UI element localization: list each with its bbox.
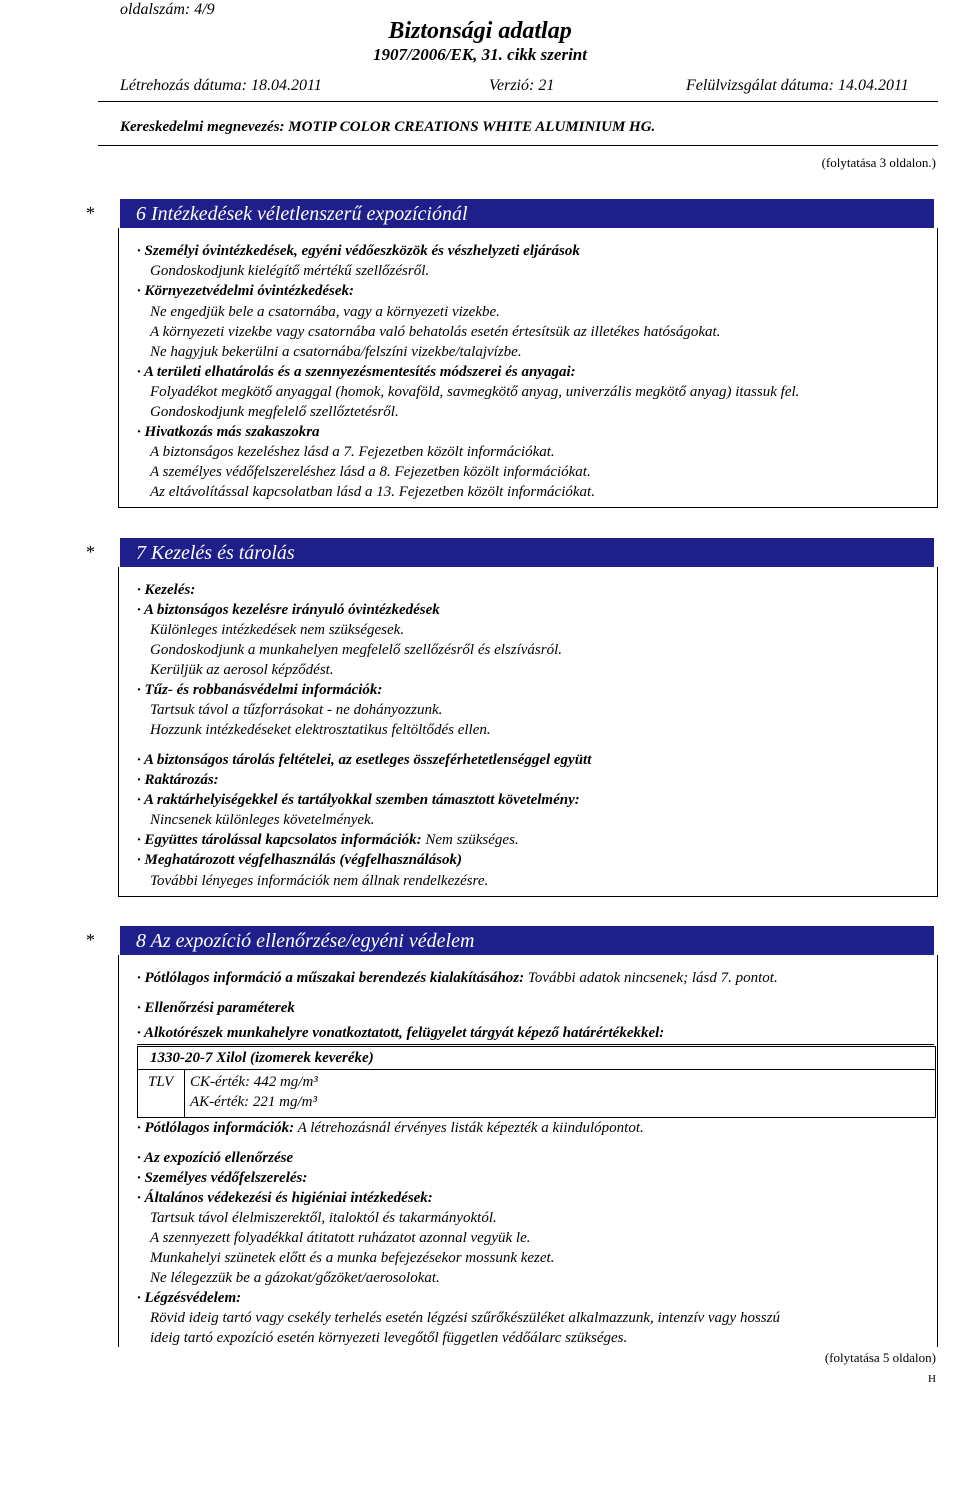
- s8-line: Rövid ideig tartó vagy csekély terhelés esetén légzési szűrőkészüléket alkalmazzunk, intenzív vagy hosszú: [150, 1310, 780, 1326]
- s8-line: · Légzésvédelem:: [137, 1290, 242, 1306]
- s6-line: · Környezetvédelmi óvintézkedések:: [137, 283, 355, 299]
- section-6-header: [120, 199, 934, 228]
- s8-line: [137, 1118, 644, 1138]
- s8-line: · Ellenőrzési paraméterek: [137, 1000, 295, 1016]
- limit-table: [137, 1046, 936, 1118]
- s6-line: · Személyi óvintézkedések, egyéni védőeszközök és vészhelyzeti eljárások: [137, 243, 580, 259]
- section-6-title: 6 Intézkedések véletlenszerű expozíciónál: [136, 203, 468, 225]
- s6-line: Gondoskodjunk kielégítő mértékű szellőzésről.: [150, 263, 430, 279]
- s7-line: · Meghatározott végfelhasználás (végfelhasználások): [137, 852, 463, 868]
- version: Verzió: 21: [489, 77, 555, 94]
- s6-line: Az eltávolítással kapcsolatban lásd a 13. Fejezetben közölt információkat.: [150, 484, 595, 500]
- s7-line: Kerüljük az aerosol képződést.: [150, 662, 334, 678]
- s8-line: Munkahelyi szünetek előtt és a munka befejezésekor mossunk kezet.: [150, 1250, 555, 1266]
- revision-mark: *: [86, 542, 95, 562]
- review-date: Felülvizsgálat dátuma: 14.04.2011: [686, 77, 909, 94]
- s7-line: [137, 830, 519, 850]
- s7-line: Különleges intézkedések nem szükségesek.: [150, 622, 405, 638]
- ak-value: AK-érték: 221 mg/m³: [190, 1094, 317, 1110]
- s6-line: Folyadékot megkötő anyaggal (homok, kovaföld, savmegkötő anyag, univerzális megkötő anyag) itassuk fel.: [150, 384, 800, 400]
- s7-line: Gondoskodjunk a munkahelyen megfelelő szellőzésről és elszívásról.: [150, 642, 563, 658]
- continued-to: (folytatása 5 oldalon): [824, 1350, 936, 1365]
- section-7-title: 7 Kezelés és tárolás: [136, 542, 295, 564]
- s7-line: · Tűz- és robbanásvédelmi információk:: [137, 682, 383, 698]
- s7-line: Tartsuk távol a tűzforrásokat - ne dohányozzunk.: [150, 702, 443, 718]
- ck-value: CK-érték: 442 mg/m³: [190, 1074, 318, 1090]
- s8-label: · Pótlólagos információk:: [137, 1120, 295, 1136]
- continued-from: (folytatása 3 oldalon.): [821, 155, 936, 170]
- s6-line: Ne hagyjuk bekerülni a csatornába/felszíni vizekbe/talajvízbe.: [150, 344, 522, 360]
- s6-line: Gondoskodjunk megfelelő szellőztetésről.: [150, 404, 399, 420]
- s8-line: [137, 968, 778, 988]
- trade-name-divider: [98, 145, 938, 146]
- s8-line: Tartsuk távol élelmiszerektől, italoktól és takarmányoktól.: [150, 1210, 497, 1226]
- table-divider: [184, 1069, 185, 1117]
- s8-line: A szennyezett folyadékkal átitatott ruházatot azonnal vegyük le.: [150, 1230, 531, 1246]
- s8-line: · Az expozíció ellenőrzése: [137, 1150, 294, 1166]
- document-subtitle: 1907/2006/EK, 31. cikk szerint: [373, 45, 587, 64]
- s7-line: · Kezelés:: [137, 582, 196, 598]
- s8-line: ideig tartó expozíció esetén környezeti levegőtől független védőálarc szükséges.: [150, 1330, 628, 1346]
- s7-label: · Együttes tárolással kapcsolatos információk:: [137, 832, 422, 848]
- section-7-header: [120, 538, 934, 567]
- s8-line: · Alkotórészek munkahelyre vonatkoztatott, felügyelet tárgyát képező határértékekkel:: [137, 1025, 665, 1041]
- s7-line: · A raktárhelyiségekkel és tartályokkal szemben támasztott követelmény:: [137, 792, 580, 808]
- s6-line: A személyes védőfelszereléshez lásd a 8. Fejezetben közölt információkat.: [150, 464, 591, 480]
- s7-value: Nem szükséges.: [425, 832, 519, 848]
- s7-line: Hozzunk intézkedéseket elektrosztatikus feltöltődés ellen.: [150, 722, 491, 738]
- footer-code: H: [928, 1373, 936, 1385]
- s6-line: · Hivatkozás más szakaszokra: [137, 424, 320, 440]
- s8-label: · Pótlólagos információ a műszakai berendezés kialakításához:: [137, 970, 525, 986]
- revision-mark: *: [86, 203, 95, 223]
- s8-value: További adatok nincsenek; lásd 7. pontot.: [527, 970, 778, 986]
- creation-date: Létrehozás dátuma: 18.04.2011: [120, 77, 322, 94]
- s6-line: Ne engedjük bele a csatornába, vagy a környezeti vizekbe.: [150, 304, 500, 320]
- s6-line: A biztonságos kezeléshez lásd a 7. Fejezetben közölt információkat.: [150, 444, 555, 460]
- section-8-title: 8 Az expozíció ellenőrzése/egyéni védelem: [136, 930, 475, 952]
- s8-line: · Általános védekezési és higiéniai intézkedések:: [137, 1190, 433, 1206]
- s6-line: · A területi elhatárolás és a szennyezésmentesítés módszerei és anyagai:: [137, 364, 576, 380]
- document-title: Biztonsági adatlap: [388, 18, 572, 44]
- substance-name: 1330-20-7 Xilol (izomerek keveréke): [150, 1050, 374, 1066]
- s8-value: A létrehozásnál érvényes listák képezték a kiindulópontot.: [297, 1120, 644, 1136]
- s8-line: · Személyes védőfelszerelés:: [137, 1170, 308, 1186]
- s7-line: · A biztonságos tárolás feltételei, az esetleges összeférhetetlenséggel együtt: [137, 752, 592, 768]
- table-divider: [138, 1069, 935, 1070]
- limit-type: TLV: [148, 1074, 174, 1090]
- page-number: oldalszám: 4/9: [120, 1, 215, 18]
- s8-line: Ne lélegezzük be a gázokat/gőzöket/aerosolokat.: [150, 1270, 440, 1286]
- s7-line: Nincsenek különleges követelmények.: [150, 812, 375, 828]
- header-divider: [98, 101, 938, 102]
- section-8-header: [120, 926, 934, 955]
- s7-line: · A biztonságos kezelésre irányuló óvintézkedések: [137, 602, 440, 618]
- s7-line: · Raktározás:: [137, 772, 219, 788]
- trade-name: Kereskedelmi megnevezés: MOTIP COLOR CREATIONS WHITE ALUMINIUM HG.: [120, 119, 656, 135]
- s7-line: További lényeges információk nem állnak rendelkezésre.: [150, 873, 489, 889]
- s6-line: A környezeti vizekbe vagy csatornába való behatolás esetén értesítsük az illetékes hatóságokat.: [150, 324, 721, 340]
- revision-mark: *: [86, 930, 95, 950]
